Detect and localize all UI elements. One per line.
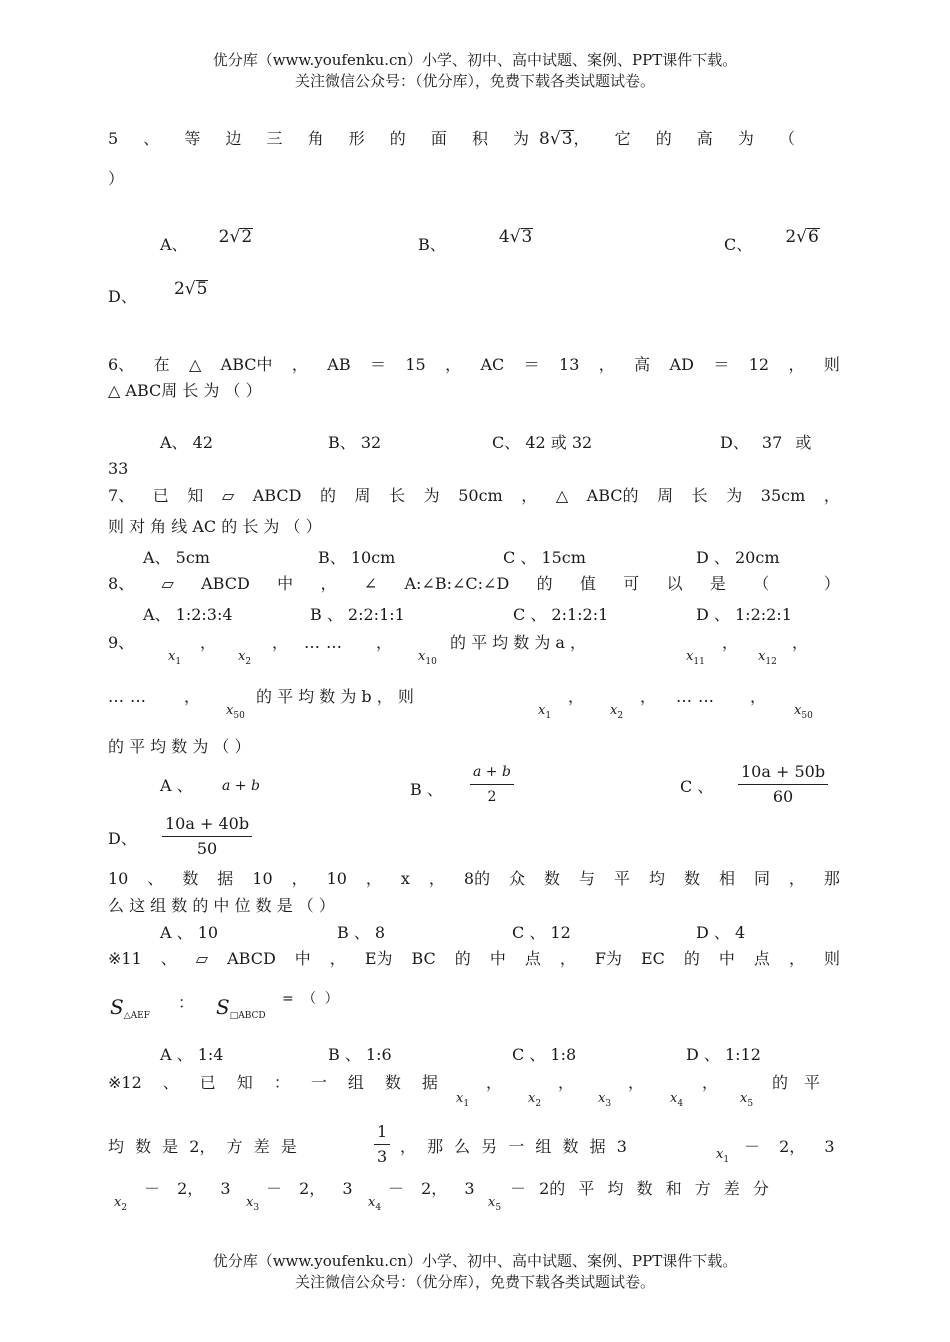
q5-text: 5 、 等 边 三 角 形 的 面 积 为: [108, 129, 540, 148]
q10-token: ，: [428, 869, 445, 888]
q11-option-c: C 、 1:8: [512, 1045, 577, 1064]
q10-token: ，: [788, 869, 805, 888]
q10-token: 数: [544, 869, 561, 888]
q12-new-x1: $x_1$: [716, 1147, 730, 1165]
q8-token: 中: [277, 574, 294, 593]
q8-token: ）: [823, 574, 840, 593]
q7-token: 为: [423, 486, 440, 505]
q5-tail: ， 它 的 高 为 （: [573, 129, 805, 148]
q12-comma-1: ，: [486, 1073, 503, 1092]
q9-option-d-value: $\frac{10a + 40b}{50}$: [162, 814, 252, 859]
q12-line-1-end: 的 平: [772, 1073, 820, 1092]
q10-option-b: B 、 8: [337, 923, 386, 942]
q6-token: ＝: [369, 355, 386, 374]
q9-option-d-label: D、: [108, 829, 137, 848]
q9-x2-b: $x_2$: [610, 703, 624, 721]
q12-token: 知: [236, 1073, 253, 1092]
q9-ellipsis-2: ……: [108, 687, 152, 706]
q9-x1-b: $x_1$: [538, 703, 552, 721]
q6-token: 6、: [108, 355, 135, 374]
q11-equals: = （ ）: [282, 991, 339, 1007]
q12-token: 组: [347, 1073, 364, 1092]
q10-token: 相: [718, 869, 735, 888]
q11-area-aef: $S_{\triangle AEF}$: [110, 995, 150, 1021]
q10-option-d: D 、 4: [696, 923, 746, 942]
q12-line-2c: － 2， 3: [744, 1137, 835, 1156]
q9-x1: $x_1$: [168, 649, 182, 667]
q7-option-b: B、 10cm: [318, 548, 396, 567]
q9-comma-5: ，: [792, 633, 809, 652]
q6-token: ABC中: [220, 355, 273, 374]
q12-token: ※12: [108, 1073, 142, 1092]
q10-token: 众: [509, 869, 526, 888]
q9-comma-2: ，: [272, 633, 289, 652]
q12-new-x3: $x_3$: [246, 1195, 260, 1213]
q6-option-d-wrap: 33: [108, 459, 129, 478]
q5-area-value: 8√3: [539, 129, 573, 149]
q8-token: 值: [579, 574, 596, 593]
q8-token: （: [753, 574, 770, 593]
q7-token: 50cm: [458, 486, 503, 505]
q9-mid-2: 的 平 均 数 为 b ， 则: [256, 687, 414, 706]
q6-token: ，: [291, 355, 308, 374]
q8-option-d: D 、 1:2:2:1: [696, 605, 792, 624]
q5-option-c-value: 2√6: [785, 227, 819, 247]
q12-x2: $x_2$: [528, 1091, 542, 1109]
q9-comma-8: ，: [640, 687, 657, 706]
q6-token: ＝: [523, 355, 540, 374]
q5-option-d-value: 2√5: [173, 279, 208, 299]
q7-token: 长: [389, 486, 406, 505]
q11-token: ▱: [195, 949, 209, 968]
q8-token: 是: [709, 574, 726, 593]
q6-option-a: A、 42: [160, 433, 214, 452]
q10-token: ，: [365, 869, 382, 888]
q9-comma-1: ，: [200, 633, 217, 652]
q12-new-x2: $x_2$: [114, 1195, 128, 1213]
q12-line-1-start: [108, 1070, 438, 1096]
q6-option-b: B、 32: [328, 433, 382, 452]
q11-token: 点: [753, 949, 770, 968]
q10-token: 10: [252, 869, 273, 888]
footer-line-2: 关注微信公众号：（优分库），免费下载各类试题试卷。: [294, 1273, 655, 1291]
q6-token: ，: [788, 355, 805, 374]
q9-option-c-value: $\frac{10a + 50b}{60}$: [738, 762, 828, 807]
q12-token: 数: [384, 1073, 401, 1092]
q12-line-2b: ， 那 么 另 一 组 数 据 3: [400, 1137, 627, 1156]
q11-token: 中: [294, 949, 311, 968]
q10-token: x: [400, 869, 410, 888]
q10-line-1: [108, 866, 840, 892]
q9-option-a-value: a + b: [222, 778, 260, 794]
q5-option-a-value: 2√2: [218, 227, 253, 247]
q11-option-d: D 、 1:12: [686, 1045, 761, 1064]
q10-token: ，: [291, 869, 308, 888]
q11-option-a: A 、 1:4: [160, 1045, 224, 1064]
q10-token: 与: [579, 869, 596, 888]
q6-token: AD: [669, 355, 694, 374]
q12-line-3a: － 2， 3: [144, 1179, 231, 1198]
q10-token: 数: [683, 869, 700, 888]
q9-line-3: 的 平 均 数 为 （ ）: [108, 737, 251, 756]
q12-comma-3: ，: [628, 1073, 645, 1092]
q10-token: 10: [108, 869, 129, 888]
q9-option-b-value: $\frac{a + b}{2}$: [470, 762, 514, 807]
q5-option-b-value: 4√3: [498, 227, 533, 247]
q10-token: 数: [182, 869, 199, 888]
q11-token: F为: [594, 949, 622, 968]
q7-token: △: [555, 486, 569, 505]
q12-comma-4: ，: [702, 1073, 719, 1092]
q12-token: 已: [199, 1073, 216, 1092]
header-line-1: 优分库（www.youfenku.cn）小学、初中、高中试题、案例、PPT课件下载。: [212, 51, 738, 69]
q6-token: ＝: [713, 355, 730, 374]
q12-line-3c: － 2， 3: [388, 1179, 475, 1198]
q6-token: ，: [445, 355, 462, 374]
q6-token: 12: [748, 355, 770, 374]
q11-token: ，: [559, 949, 576, 968]
q10-line-2: 么 这 组 数 的 中 位 数 是 （ ）: [108, 896, 335, 915]
q11-token: ，: [788, 949, 805, 968]
q7-token: ABC的: [586, 486, 639, 505]
q9-x50: $x_{50}$: [226, 703, 245, 721]
q7-token: 知: [187, 486, 204, 505]
q10-token: 、: [147, 869, 164, 888]
q12-variance-fraction: $\frac{1}{3}$: [374, 1122, 390, 1167]
q8-token: ▱: [161, 574, 174, 593]
q12-x1: $x_1$: [456, 1091, 470, 1109]
q10-token: 10: [326, 869, 347, 888]
footer-line-1: 优分库（www.youfenku.cn）小学、初中、高中试题、案例、PPT课件下载。: [212, 1252, 738, 1270]
q9-ellipsis-3: ……: [676, 687, 720, 706]
q6-token: AB: [327, 355, 351, 374]
q6-option-d: D、 37 或: [720, 433, 812, 452]
q12-x4: $x_4$: [670, 1091, 684, 1109]
q6-token: 则: [823, 355, 840, 374]
q11-token: ABCD: [227, 949, 276, 968]
q11-area-abcd: $S_{□ABCD}$: [216, 995, 266, 1021]
q11-line-1: [108, 946, 840, 972]
q9-x2: $x_2$: [238, 649, 252, 667]
q11-token: EC: [640, 949, 665, 968]
q12-line-2a: 均 数 是 2， 方 差 是: [108, 1137, 297, 1156]
q6-line-1: [108, 352, 840, 378]
q11-token: ※11: [108, 949, 142, 968]
q12-comma-2: ，: [558, 1073, 575, 1092]
q12-new-x5: $x_5$: [488, 1195, 502, 1213]
q8-option-c: C 、 2:1:2:1: [513, 605, 609, 624]
q7-token: 长: [691, 486, 708, 505]
q5-option-b: B、 4√3: [418, 227, 533, 254]
q8-token: 可: [623, 574, 640, 593]
q10-token: 据: [217, 869, 234, 888]
q11-option-b: B 、 1:6: [328, 1045, 392, 1064]
q9-x50-b: $x_{50}$: [794, 703, 813, 721]
q5-option-c: C、 2√6: [724, 227, 819, 254]
q6-option-c: C、 42 或 32: [492, 433, 593, 452]
q10-token: 均: [648, 869, 665, 888]
q11-colon: ：: [178, 993, 195, 1012]
q9-x12: $x_{12}$: [758, 649, 777, 667]
q11-token: ，: [329, 949, 346, 968]
q8-token: A:∠B:∠C:∠D: [404, 574, 510, 593]
q11-token: 点: [524, 949, 541, 968]
q10-token: 8的: [463, 869, 491, 888]
q7-token: 为: [726, 486, 743, 505]
q11-token: 中: [718, 949, 735, 968]
q6-token: AC: [480, 355, 505, 374]
q5-option-a: A、 2√2: [160, 227, 253, 254]
q7-token: ▱: [221, 486, 235, 505]
q7-token: ，: [823, 486, 840, 505]
q10-option-a: A 、 10: [160, 923, 219, 942]
q10-option-c: C 、 12: [512, 923, 571, 942]
q8-option-a: A、 1:2:3:4: [143, 605, 233, 624]
q6-token: 高: [634, 355, 651, 374]
q8-line-1: [108, 571, 840, 597]
q8-option-b: B 、 2:2:1:1: [310, 605, 405, 624]
q7-line-2: 则 对 角 线 AC 的 长 为 （ ）: [108, 517, 322, 536]
q8-token: ∠: [363, 574, 378, 593]
q8-token: 8、: [108, 574, 135, 593]
q9-mid-1: 的 平 均 数 为 a ，: [450, 633, 587, 652]
q9-option-b-label: B 、: [410, 780, 443, 799]
q9-option-a-label: A 、: [160, 776, 193, 795]
q9-comma-7: ，: [568, 687, 585, 706]
q7-line-1: [108, 483, 840, 509]
q7-token: 周: [657, 486, 674, 505]
q10-token: 平: [614, 869, 631, 888]
q7-token: 35cm: [760, 486, 806, 505]
q8-token: ABCD: [201, 574, 250, 593]
q11-token: 的: [683, 949, 700, 968]
q9-option-c-label: C 、: [680, 777, 714, 796]
header-line-2: 关注微信公众号：（优分库），免费下载各类试题试卷。: [294, 72, 655, 90]
q9-ellipsis-1: ……: [304, 633, 348, 652]
q12-x3: $x_3$: [598, 1091, 612, 1109]
q11-token: E为: [364, 949, 393, 968]
q12-x5: $x_5$: [740, 1091, 754, 1109]
q5-line-1: [108, 126, 805, 152]
q6-token: △: [188, 355, 202, 374]
q11-token: 中: [489, 949, 506, 968]
q6-line-2: △ ABC周 长 为 （ ）: [108, 381, 262, 400]
q11-token: 则: [823, 949, 840, 968]
q7-token: ABCD: [252, 486, 302, 505]
q7-option-d: D 、 20cm: [696, 548, 780, 567]
q8-token: ，: [320, 574, 337, 593]
q9-comma-9: ，: [750, 687, 767, 706]
q7-option-a: A、 5cm: [143, 548, 210, 567]
q12-line-3b: － 2， 3: [266, 1179, 353, 1198]
q12-token: ：: [273, 1073, 290, 1092]
q9-comma-4: ，: [722, 633, 739, 652]
q12-token: 一: [310, 1073, 327, 1092]
q10-token: 同: [753, 869, 770, 888]
q7-token: 的: [319, 486, 336, 505]
q7-token: ，: [521, 486, 538, 505]
q11-token: 的: [454, 949, 471, 968]
q11-token: 、: [160, 949, 177, 968]
q9-x10: $x_{10}$: [418, 649, 437, 667]
q5-option-d: D、 2√5: [108, 279, 208, 306]
q6-token: 13: [559, 355, 580, 374]
q12-new-x4: $x_4$: [368, 1195, 382, 1213]
q9-comma-3: ，: [376, 633, 393, 652]
q6-token: ，: [598, 355, 615, 374]
q6-token: 在: [153, 355, 170, 374]
q6-token: 15: [405, 355, 426, 374]
q9-x11: $x_{11}$: [686, 649, 705, 667]
q12-token: 据: [421, 1073, 438, 1092]
q7-option-c: C 、 15cm: [503, 548, 586, 567]
q7-token: 周: [354, 486, 371, 505]
q9-comma-6: ，: [184, 687, 201, 706]
q10-token: 那: [823, 869, 840, 888]
q12-token: 、: [162, 1073, 179, 1092]
q12-line-3d: － 2的 平 均 数 和 方 差 分: [510, 1179, 769, 1198]
q8-token: 以: [666, 574, 683, 593]
q11-token: BC: [411, 949, 436, 968]
q5-line-2: ）: [108, 169, 125, 188]
q7-token: 已: [152, 486, 169, 505]
q8-token: 的: [536, 574, 553, 593]
q9-number: 9、: [108, 633, 135, 652]
q7-token: 7、: [108, 486, 135, 505]
